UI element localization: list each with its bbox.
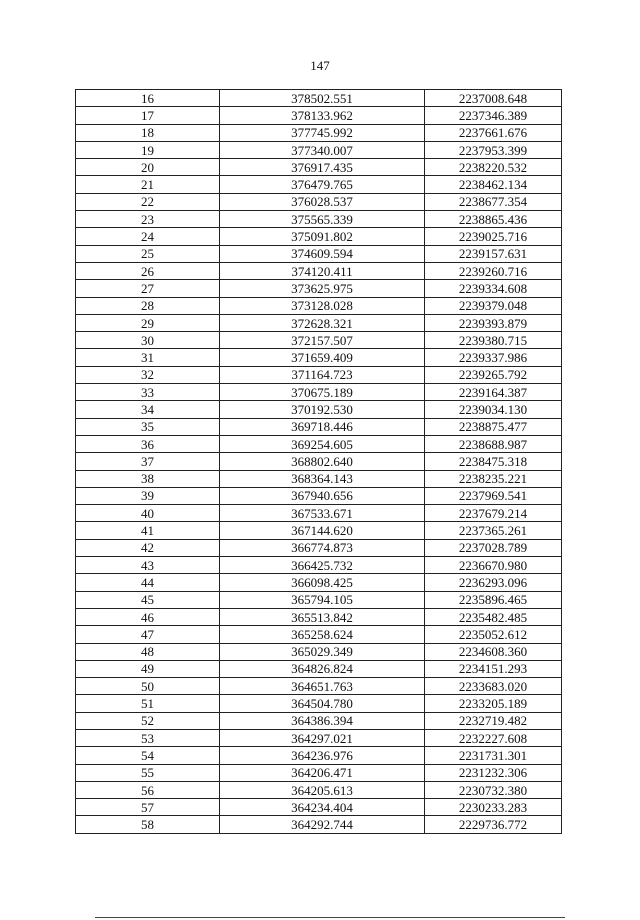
y-coordinate-cell: 2232719.482	[425, 712, 562, 729]
table-row	[76, 211, 562, 228]
x-coordinate-cell: 372157.507	[220, 332, 425, 349]
point-number-cell: 40	[76, 505, 220, 522]
x-coordinate-cell: 364236.976	[220, 747, 425, 764]
y-coordinate-cell: 2232227.608	[425, 729, 562, 746]
y-coordinate-cell: 2238875.477	[425, 418, 562, 435]
point-number-cell: 33	[76, 384, 220, 401]
table-row	[76, 557, 562, 574]
point-number-cell: 29	[76, 314, 220, 331]
table-row	[76, 418, 562, 435]
x-coordinate-cell: 365513.842	[220, 608, 425, 625]
table-row	[76, 781, 562, 798]
point-number-cell: 27	[76, 280, 220, 297]
x-coordinate-cell: 365258.624	[220, 626, 425, 643]
x-coordinate-cell: 376028.537	[220, 193, 425, 210]
table-row	[76, 574, 562, 591]
y-coordinate-cell: 2237661.676	[425, 124, 562, 141]
y-coordinate-cell: 2230233.283	[425, 799, 562, 816]
table-row	[76, 384, 562, 401]
y-coordinate-cell: 2234151.293	[425, 660, 562, 677]
point-number-cell: 54	[76, 747, 220, 764]
table-row	[76, 280, 562, 297]
y-coordinate-cell: 2235052.612	[425, 626, 562, 643]
bottom-rule	[95, 917, 565, 918]
x-coordinate-cell: 367144.620	[220, 522, 425, 539]
page-number: 147	[310, 58, 330, 73]
table-row	[76, 366, 562, 383]
point-number-cell: 17	[76, 107, 220, 124]
x-coordinate-cell: 376479.765	[220, 176, 425, 193]
table-row	[76, 401, 562, 418]
y-coordinate-cell: 2238865.436	[425, 211, 562, 228]
y-coordinate-cell: 2239334.608	[425, 280, 562, 297]
y-coordinate-cell: 2238220.532	[425, 159, 562, 176]
coordinate-table-body	[76, 90, 562, 834]
table-row	[76, 332, 562, 349]
table-row	[76, 816, 562, 833]
point-number-cell: 55	[76, 764, 220, 781]
x-coordinate-cell: 375565.339	[220, 211, 425, 228]
x-coordinate-cell: 364205.613	[220, 781, 425, 798]
x-coordinate-cell: 369254.605	[220, 435, 425, 452]
point-number-cell: 31	[76, 349, 220, 366]
y-coordinate-cell: 2235482.485	[425, 608, 562, 625]
point-number-cell: 52	[76, 712, 220, 729]
x-coordinate-cell: 367533.671	[220, 505, 425, 522]
table-row	[76, 643, 562, 660]
table-row	[76, 487, 562, 504]
table-row	[76, 678, 562, 695]
table-row	[76, 591, 562, 608]
y-coordinate-cell: 2238688.987	[425, 435, 562, 452]
point-number-cell: 57	[76, 799, 220, 816]
y-coordinate-cell: 2239380.715	[425, 332, 562, 349]
x-coordinate-cell: 373128.028	[220, 297, 425, 314]
x-coordinate-cell: 365794.105	[220, 591, 425, 608]
table-row	[76, 453, 562, 470]
table-row	[76, 297, 562, 314]
table-row	[76, 176, 562, 193]
table-row	[76, 539, 562, 556]
x-coordinate-cell: 375091.802	[220, 228, 425, 245]
table-row	[76, 695, 562, 712]
y-coordinate-cell: 2238677.354	[425, 193, 562, 210]
y-coordinate-cell: 2234608.360	[425, 643, 562, 660]
point-number-cell: 20	[76, 159, 220, 176]
y-coordinate-cell: 2237969.541	[425, 487, 562, 504]
x-coordinate-cell: 377340.007	[220, 141, 425, 158]
table-row	[76, 747, 562, 764]
y-coordinate-cell: 2239265.792	[425, 366, 562, 383]
y-coordinate-cell: 2239164.387	[425, 384, 562, 401]
point-number-cell: 34	[76, 401, 220, 418]
table-row	[76, 228, 562, 245]
x-coordinate-cell: 364206.471	[220, 764, 425, 781]
point-number-cell: 45	[76, 591, 220, 608]
x-coordinate-cell: 371164.723	[220, 366, 425, 383]
y-coordinate-cell: 2238475.318	[425, 453, 562, 470]
x-coordinate-cell: 371659.409	[220, 349, 425, 366]
x-coordinate-cell: 369718.446	[220, 418, 425, 435]
point-number-cell: 21	[76, 176, 220, 193]
table-row	[76, 608, 562, 625]
table-row	[76, 107, 562, 124]
table-row	[76, 124, 562, 141]
point-number-cell: 16	[76, 90, 220, 107]
table-row	[76, 799, 562, 816]
table-row	[76, 245, 562, 262]
x-coordinate-cell: 374609.594	[220, 245, 425, 262]
y-coordinate-cell: 2239034.130	[425, 401, 562, 418]
point-number-cell: 42	[76, 539, 220, 556]
x-coordinate-cell: 370192.530	[220, 401, 425, 418]
y-coordinate-cell: 2237365.261	[425, 522, 562, 539]
y-coordinate-cell: 2235896.465	[425, 591, 562, 608]
x-coordinate-cell: 377745.992	[220, 124, 425, 141]
x-coordinate-cell: 364297.021	[220, 729, 425, 746]
y-coordinate-cell: 2239260.716	[425, 262, 562, 279]
y-coordinate-cell: 2237028.789	[425, 539, 562, 556]
table-row	[76, 712, 562, 729]
point-number-cell: 48	[76, 643, 220, 660]
y-coordinate-cell: 2237346.389	[425, 107, 562, 124]
table-row	[76, 729, 562, 746]
x-coordinate-cell: 373625.975	[220, 280, 425, 297]
y-coordinate-cell: 2237679.214	[425, 505, 562, 522]
point-number-cell: 56	[76, 781, 220, 798]
point-number-cell: 28	[76, 297, 220, 314]
x-coordinate-cell: 364386.394	[220, 712, 425, 729]
table-row	[76, 262, 562, 279]
point-number-cell: 50	[76, 678, 220, 695]
x-coordinate-cell: 370675.189	[220, 384, 425, 401]
point-number-cell: 39	[76, 487, 220, 504]
y-coordinate-cell: 2236670.980	[425, 557, 562, 574]
y-coordinate-cell: 2230732.380	[425, 781, 562, 798]
table-row	[76, 764, 562, 781]
x-coordinate-cell: 365029.349	[220, 643, 425, 660]
point-number-cell: 19	[76, 141, 220, 158]
point-number-cell: 53	[76, 729, 220, 746]
x-coordinate-cell: 372628.321	[220, 314, 425, 331]
x-coordinate-cell: 364234.404	[220, 799, 425, 816]
x-coordinate-cell: 364504.780	[220, 695, 425, 712]
y-coordinate-cell: 2231232.306	[425, 764, 562, 781]
point-number-cell: 18	[76, 124, 220, 141]
y-coordinate-cell: 2231731.301	[425, 747, 562, 764]
x-coordinate-cell: 366098.425	[220, 574, 425, 591]
table-row	[76, 522, 562, 539]
point-number-cell: 22	[76, 193, 220, 210]
x-coordinate-cell: 367940.656	[220, 487, 425, 504]
point-number-cell: 41	[76, 522, 220, 539]
point-number-cell: 44	[76, 574, 220, 591]
x-coordinate-cell: 368802.640	[220, 453, 425, 470]
y-coordinate-cell: 2233205.189	[425, 695, 562, 712]
x-coordinate-cell: 376917.435	[220, 159, 425, 176]
point-number-cell: 30	[76, 332, 220, 349]
y-coordinate-cell: 2237953.399	[425, 141, 562, 158]
point-number-cell: 24	[76, 228, 220, 245]
point-number-cell: 51	[76, 695, 220, 712]
point-number-cell: 43	[76, 557, 220, 574]
y-coordinate-cell: 2237008.648	[425, 90, 562, 107]
table-row	[76, 505, 562, 522]
table-row	[76, 159, 562, 176]
point-number-cell: 37	[76, 453, 220, 470]
x-coordinate-cell: 374120.411	[220, 262, 425, 279]
y-coordinate-cell: 2229736.772	[425, 816, 562, 833]
table-row	[76, 626, 562, 643]
table-row	[76, 193, 562, 210]
y-coordinate-cell: 2239157.631	[425, 245, 562, 262]
y-coordinate-cell: 2239393.879	[425, 314, 562, 331]
y-coordinate-cell: 2236293.096	[425, 574, 562, 591]
y-coordinate-cell: 2238462.134	[425, 176, 562, 193]
y-coordinate-cell: 2239379.048	[425, 297, 562, 314]
y-coordinate-cell: 2239025.716	[425, 228, 562, 245]
y-coordinate-cell: 2238235.221	[425, 470, 562, 487]
x-coordinate-cell: 364826.824	[220, 660, 425, 677]
x-coordinate-cell: 378502.551	[220, 90, 425, 107]
point-number-cell: 46	[76, 608, 220, 625]
point-number-cell: 26	[76, 262, 220, 279]
point-number-cell: 25	[76, 245, 220, 262]
point-number-cell: 23	[76, 211, 220, 228]
table-row	[76, 660, 562, 677]
coordinate-table	[75, 89, 562, 834]
table-row	[76, 314, 562, 331]
table-row	[76, 470, 562, 487]
x-coordinate-cell: 364651.763	[220, 678, 425, 695]
y-coordinate-cell: 2233683.020	[425, 678, 562, 695]
x-coordinate-cell: 366774.873	[220, 539, 425, 556]
point-number-cell: 35	[76, 418, 220, 435]
point-number-cell: 49	[76, 660, 220, 677]
point-number-cell: 38	[76, 470, 220, 487]
table-row	[76, 90, 562, 107]
x-coordinate-cell: 366425.732	[220, 557, 425, 574]
point-number-cell: 32	[76, 366, 220, 383]
point-number-cell: 36	[76, 435, 220, 452]
table-row	[76, 349, 562, 366]
table-row	[76, 141, 562, 158]
point-number-cell: 58	[76, 816, 220, 833]
point-number-cell: 47	[76, 626, 220, 643]
y-coordinate-cell: 2239337.986	[425, 349, 562, 366]
x-coordinate-cell: 368364.143	[220, 470, 425, 487]
x-coordinate-cell: 364292.744	[220, 816, 425, 833]
x-coordinate-cell: 378133.962	[220, 107, 425, 124]
table-row	[76, 435, 562, 452]
